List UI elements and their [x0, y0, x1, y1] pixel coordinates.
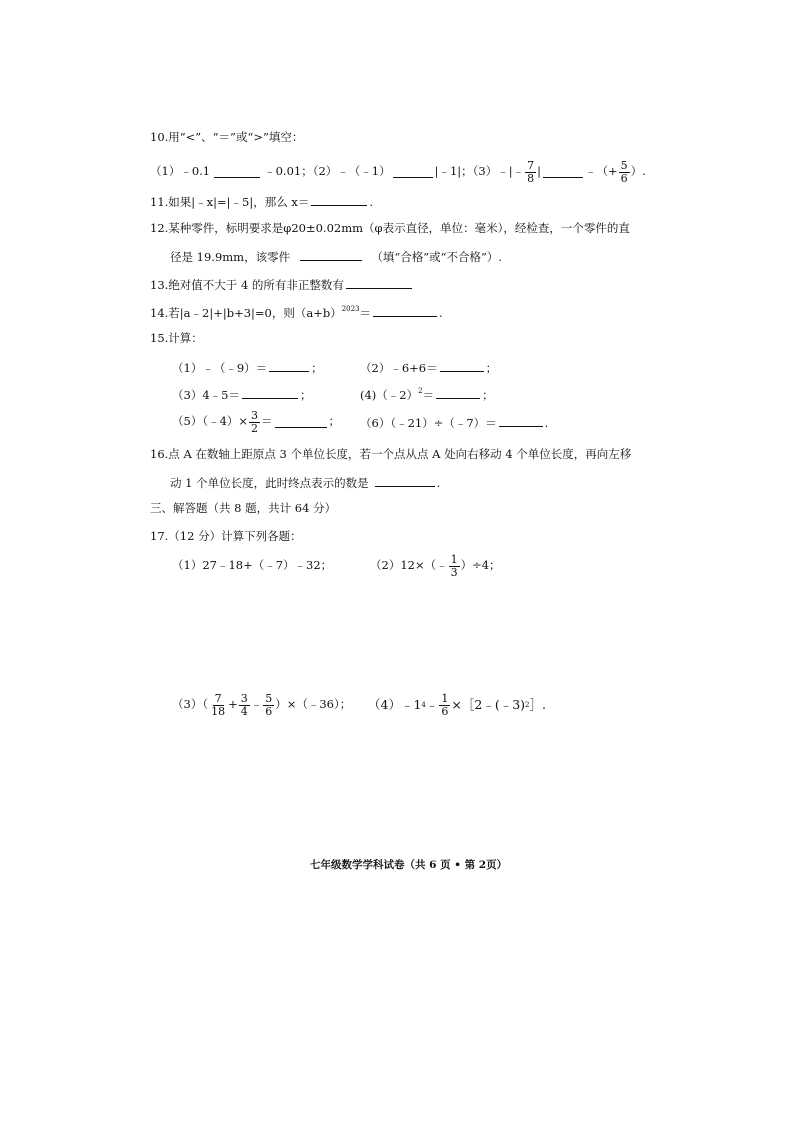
- q15-blank-6[interactable]: [499, 416, 543, 427]
- q15-fraction-3-2: [249, 410, 260, 434]
- fraction-numerator: 3: [240, 692, 248, 705]
- q14-blank[interactable]: [373, 306, 437, 317]
- q10-part4: ﹣（+: [585, 164, 618, 179]
- q15-item-4-eq: ＝: [422, 388, 435, 402]
- q15-item-4-exponent: 2: [418, 387, 423, 395]
- q17-part-4-text: （4）﹣1: [368, 696, 422, 712]
- q11-text: 11.如果|﹣x|=|﹣5|，那么 x＝: [150, 195, 310, 209]
- q12-text-a: 径是 19.9mm，该零件: [170, 250, 291, 264]
- q17-part-2-end: ）÷4；: [460, 558, 501, 573]
- q15-sep: ；: [482, 388, 494, 402]
- q17-fraction-7-18: [209, 693, 227, 717]
- fraction-denominator: 6: [265, 704, 273, 718]
- q15-item-3-text: （3）4﹣5＝: [172, 388, 240, 402]
- fraction-numerator: 7: [214, 692, 222, 705]
- q10-part5: ）.: [630, 164, 646, 179]
- plus-sign: +: [228, 697, 238, 712]
- q15-item-5-text: （5）（﹣4）×: [172, 414, 249, 429]
- q16-line2: [170, 476, 440, 490]
- q17-part-2: [370, 554, 501, 578]
- page-footer: 七年级数学学科试卷（共 6 页 • 第 2页）: [310, 859, 508, 871]
- q10-fraction-5-6: [619, 160, 630, 184]
- q17-part-2-text: （2）12×（﹣: [370, 558, 448, 573]
- fraction-denominator: 4: [240, 704, 248, 718]
- q15-item-6-text: （6）（﹣21）÷（﹣7）＝: [360, 416, 497, 430]
- q14-text-b: ＝: [359, 306, 372, 320]
- q14-end: .: [439, 306, 443, 320]
- fraction-denominator: 18: [211, 704, 226, 718]
- q17-part-1: （1）27﹣18+（﹣7）﹣32；: [172, 558, 333, 572]
- q17-title: 17.（12 分）计算下列各题：: [150, 529, 302, 543]
- fraction-numerator: 3: [251, 409, 259, 422]
- q15-sep: ；: [328, 414, 341, 429]
- q15-blank-4[interactable]: [436, 388, 480, 399]
- q12-line1: 12.某种零件，标明要求是φ20±0.02mm（φ表示直径，单位：毫米），经检查，一个零件的直: [150, 221, 630, 235]
- section-3-heading: 三、解答题（共 8 题，共计 64 分）: [150, 501, 337, 515]
- fraction-numerator: 7: [527, 159, 535, 172]
- fraction-denominator: 3: [450, 565, 458, 579]
- q12-text-b: （填“合格”或“不合格”）.: [371, 250, 503, 264]
- minus-sign: ﹣: [250, 697, 263, 712]
- q10-blank-1[interactable]: [214, 167, 260, 178]
- q17-fraction-3-4: [239, 693, 250, 717]
- fraction-numerator: 1: [450, 553, 458, 566]
- q17-part-3: [172, 693, 351, 717]
- fraction-numerator: 5: [620, 159, 628, 172]
- q14-line: [150, 306, 443, 320]
- fraction-denominator: 6: [441, 704, 449, 718]
- q15-item-1-text: （1）﹣（﹣9）＝: [172, 361, 268, 375]
- q14-text-a: 14.若|a﹣2|+|b+3|=0，则（a+b）: [150, 306, 342, 320]
- q13-line: [150, 278, 412, 292]
- q17-part-4-exponent-2: 2: [525, 700, 530, 709]
- q15-item-3: [172, 388, 311, 402]
- q17-part-3-text: （3）（: [172, 697, 209, 712]
- q14-exponent: 2023: [341, 305, 360, 313]
- q17-part-4-exponent-1: 4: [421, 700, 426, 709]
- fraction-denominator: 8: [527, 171, 535, 185]
- q11-line: [150, 195, 373, 209]
- q10-abs-bar: |: [537, 164, 541, 179]
- q17-part-4: [368, 693, 546, 717]
- q12-line2: [170, 250, 502, 264]
- q17-fraction-5-6: [263, 693, 274, 717]
- q15-sep: ；: [299, 388, 312, 402]
- q13-blank[interactable]: [346, 278, 412, 289]
- q15-item-5-eq: ＝: [261, 414, 273, 429]
- q15-item-5: [172, 410, 340, 434]
- q15-sep: ；: [485, 361, 498, 375]
- q17-part-4-end: ］.: [529, 696, 546, 712]
- q15-blank-5[interactable]: [275, 417, 327, 428]
- minus-sign: ﹣: [425, 696, 439, 712]
- q16-blank[interactable]: [375, 476, 435, 487]
- fraction-denominator: 2: [251, 421, 259, 435]
- fraction-numerator: 5: [265, 692, 273, 705]
- q15-item-6: [360, 416, 548, 430]
- q15-item-2: [360, 361, 497, 375]
- q16-end: .: [436, 476, 441, 490]
- q10-line: [150, 160, 646, 184]
- q10-blank-2[interactable]: [393, 167, 433, 178]
- q15-item-4: [360, 388, 494, 402]
- q13-text: 13.绝对值不大于 4 的所有非正整数有: [150, 278, 344, 292]
- q15-item-4-text: (4)（﹣2）: [360, 388, 419, 402]
- fraction-denominator: 6: [620, 171, 628, 185]
- q11-end: .: [369, 195, 374, 209]
- q15-sep: ；: [311, 361, 323, 375]
- q10-title: 10.用“<”、“＝”或“>”填空：: [150, 130, 304, 144]
- q17-part-4-bracket: ×［2﹣(﹣3): [451, 696, 526, 712]
- q15-end: .: [544, 416, 549, 430]
- q16-text: 动 1 个单位长度，此时终点表示的数是: [170, 476, 369, 490]
- q10-blank-3[interactable]: [543, 167, 583, 178]
- q15-blank-3[interactable]: [242, 388, 298, 399]
- q15-item-1: [172, 361, 323, 375]
- q15-blank-2[interactable]: [440, 361, 484, 372]
- fraction-numerator: 1: [441, 692, 449, 705]
- q10-part3: |﹣1|；（3）﹣|﹣: [434, 164, 525, 179]
- q12-blank[interactable]: [300, 250, 362, 261]
- q15-item-2-text: （2）﹣6+6＝: [360, 361, 438, 375]
- q11-blank[interactable]: [311, 195, 367, 206]
- q17-fraction-1-3: [449, 554, 460, 578]
- q17-fraction-1-6: [439, 693, 450, 717]
- q15-title: 15.计算：: [150, 331, 203, 345]
- q17-part-3-end: ）×（﹣36）；: [275, 697, 352, 712]
- q10-part2: ﹣0.01；（2）﹣（﹣1）: [264, 164, 391, 179]
- q15-blank-1[interactable]: [269, 361, 309, 372]
- q16-line1: 16.点 A 在数轴上距原点 3 个单位长度，若一个点从点 A 处向右移动 4 个单位长度，再向左移: [150, 447, 632, 461]
- q10-part1-prefix: （1）﹣0.1: [150, 164, 211, 179]
- q10-fraction-7-8: [525, 160, 536, 184]
